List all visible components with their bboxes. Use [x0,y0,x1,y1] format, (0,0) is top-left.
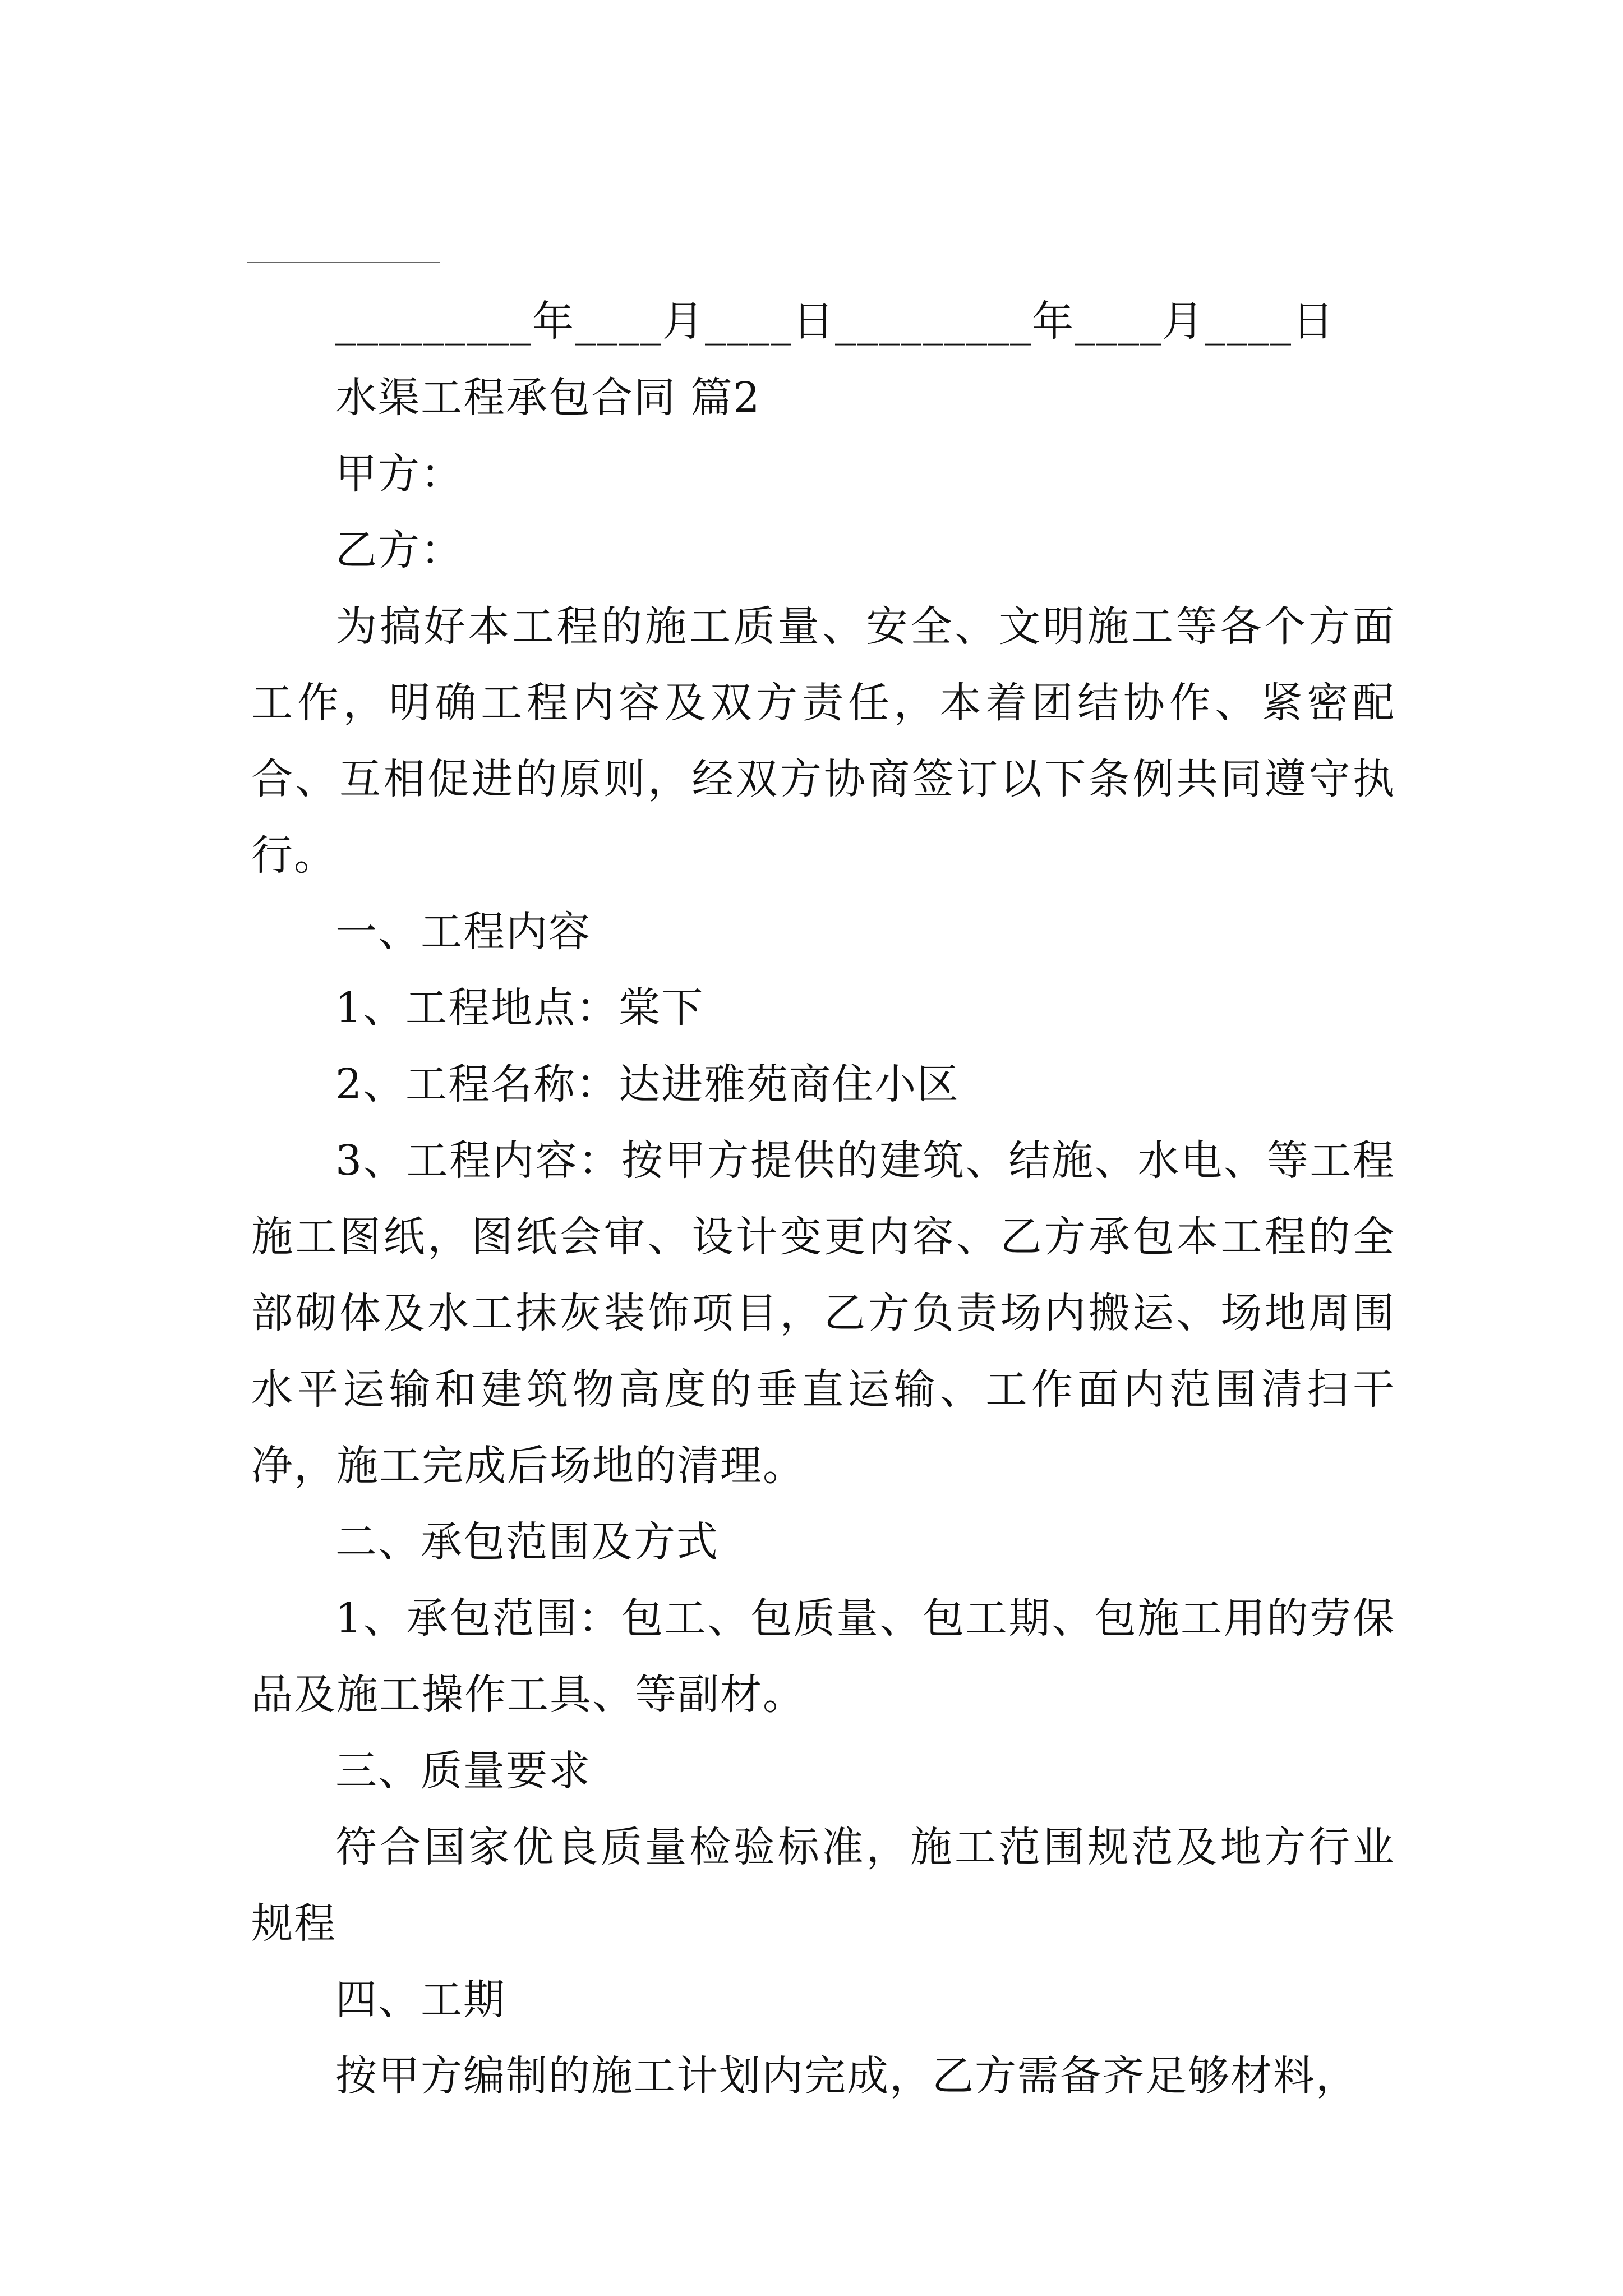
section-heading: 一、工程内容 [335,908,591,956]
contract-scope-paragraph: 1、承包范围：包工、包质量、包工期、包施工用的劳保品及施工操作工具、等副材。 [251,1594,1395,1719]
quality-paragraph: 符合国家优良质量检验标准，施工范围规范及地方行业规程 [251,1823,1395,1948]
section-heading: 四、工期 [335,1976,506,2024]
project-content-paragraph: 3、工程内容：按甲方提供的建筑、结施、水电、等工程施工图纸，图纸会审、设计变更内容、乙方承包本工程的全部砌体及水工抹灰装饰项目，乙方负责场内搬运、场地周围水平运输和建筑物高度的垂直运输、工作面内范围清扫干净，施工完成后场地的清理。 [251,1137,1395,1490]
section-heading: 二、承包范围及方式 [335,1518,719,1566]
document-title: 水渠工程承包合同 篇2 [335,374,761,422]
document-body [251,283,1395,2114]
project-location: 1、工程地点：棠下 [335,984,704,1032]
signature-date-line: _________年____月____日_________年____月____日 [335,297,1335,346]
party-b-label: 乙方： [335,526,463,574]
project-name: 2、工程名称：达进雅苑商住小区 [335,1060,960,1108]
header-rule [247,262,440,263]
intro-paragraph: 为搞好本工程的施工质量、安全、文明施工等各个方面工作，明确工程内容及双方责任，本着团结协作、紧密配合、互相促进的原则，经双方协商签订以下条例共同遵守执行。 [251,602,1395,880]
party-a-label: 甲方： [335,450,463,498]
section-heading: 三、质量要求 [335,1747,591,1795]
schedule-paragraph: 按甲方编制的施工计划内完成，乙方需备齐足够材料， [335,2052,1358,2100]
